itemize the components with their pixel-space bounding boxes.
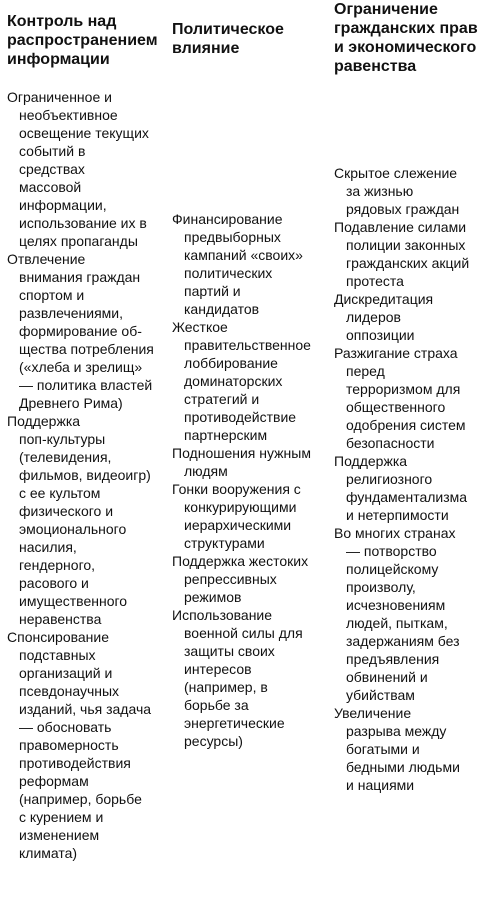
list-item: Увеличение разрыва между богатыми и бедными людьми и нациями bbox=[334, 705, 460, 793]
list-item: Поддержка поп-культуры (телевидения, фильмов, видеоигр) с ее культом физического и эмоционального насилия, гендерного, расового и имущественного неравенства bbox=[7, 413, 151, 627]
list-item: Спонсирование подставных организаций и псевдонаучных изданий, чья задача — обосновать правомерность противодействия реформам (например, борьбе с курением и изменением климата) bbox=[7, 629, 152, 861]
list-item: Финансирование предвыборных кампаний «своих» политических партий и кандидатов bbox=[172, 211, 303, 317]
list-item: Отвлечение внимания граждан спортом и развлечениями, формирование об- щества потребления («хлеба и зрелищ» — политика властей Древнего Рима) bbox=[7, 251, 154, 411]
list-item: Использование военной силы для защиты своих интересов (например, в борьбе за энергетические ресурсы) bbox=[172, 607, 303, 749]
column-header: Ограничение гражданских прав и экономического равенства bbox=[334, 1, 478, 75]
list-item: Гонки вооружения с конкурирующими иерархическими структурами bbox=[172, 481, 301, 551]
list-item: Скрытое слежение за жизнью рядовых граждан bbox=[334, 165, 460, 217]
column-header: Политическое влияние bbox=[172, 21, 284, 57]
list-item: Жесткое правительственное лоббирование доминаторских стратегий и противодействие партнерским bbox=[172, 319, 311, 443]
column-header: Контроль над распространением информации bbox=[7, 13, 158, 68]
list-item: Подношения нужным людям bbox=[172, 445, 311, 479]
list-item: Подавление силами полиции законных гражданских акций протеста bbox=[334, 219, 470, 289]
list-item: Ограниченное и необъективное освещение текущих событий в средствах массовой информации, использование их в целях пропаганды bbox=[7, 89, 149, 249]
list-item: Поддержка жестоких репрессивных режимов bbox=[172, 553, 309, 605]
list-item: Поддержка религиозного фундаментализма и нетерпимости bbox=[334, 453, 468, 523]
list-item: Дискредитация лидеров оппозиции bbox=[334, 291, 434, 343]
list-item: Разжигание страха перед терроризмом для общественного одобрения систем безопасности bbox=[334, 345, 466, 451]
list-item: Во многих странах — потворство полицейскому произволу, исчезновениям людей, пыткам, задержаниям без предъявления обвинений и убийствам bbox=[334, 525, 460, 703]
column-items bbox=[7, 88, 167, 862]
column-items bbox=[172, 210, 330, 750]
column-items bbox=[334, 164, 480, 794]
